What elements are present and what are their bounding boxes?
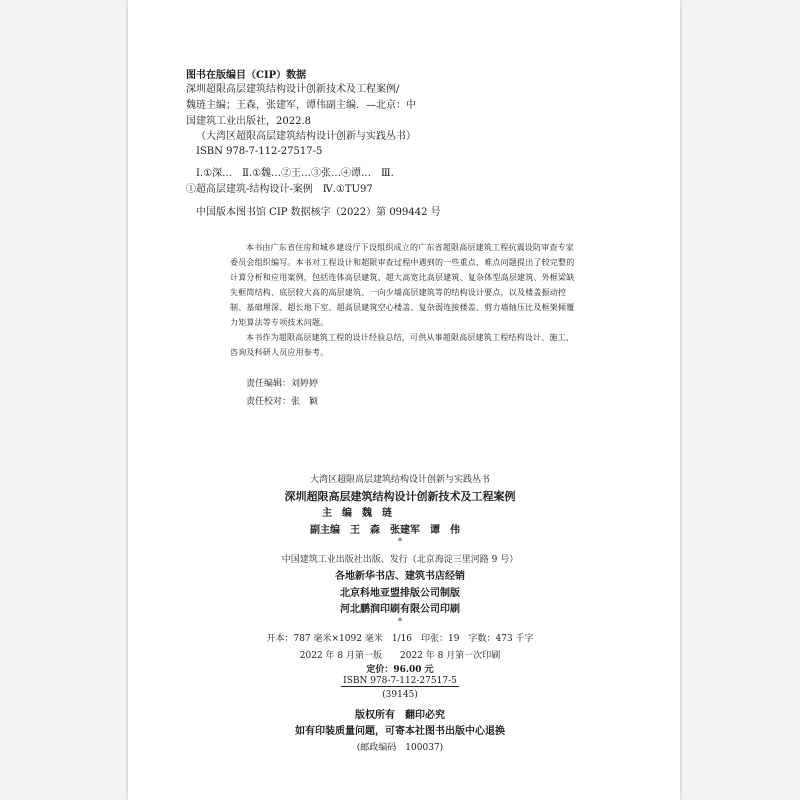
book-code: (39145) xyxy=(382,690,418,700)
cip-line-2: 魏琏主编；王森，张建军，谭伟副主编．—北京：中 xyxy=(186,100,416,111)
summary-paragraph-1: 本书由广东省住房和城乡建设厅下设组织成立的广东省超限高层建筑工程抗震设防审查专家委员会组织编写。本书对工程设计和超限审查过程中遇到的一些重点、难点问题提出了较完整的计算分析和应用案例，包括连体高层建筑、超大高宽比高层建筑、复杂体型高层建筑、外框梁缺失框筒结构、底层较大高的高层建筑、一向少墙高层建筑等的结构设计要点，以及楼盖振动控制、基础埋深、超长地下室、超高层建筑空心楼盖、复杂弱连接楼盖、剪力墙轴压比及框架倾覆力矩算法等专项技术问题。 xyxy=(230,243,575,327)
edition-line: 2022 年 8 月第一版 2022 年 8 月第一次印刷 xyxy=(299,651,501,661)
cip-line-1: 深圳超限高层建筑结构设计创新技术及工程案例/ xyxy=(186,84,400,95)
separator-star-2: * xyxy=(398,617,402,626)
deputy-editors: 副主编 王 森 张建军 谭 伟 xyxy=(310,525,460,536)
quality-notice: 如有印装质量问题，可寄本社图书出版中心退换 xyxy=(295,726,505,737)
responsible-proofreader: 责任校对：张 颖 xyxy=(246,397,319,407)
postcode-line: (邮政编码 100037) xyxy=(356,743,444,753)
isbn-line xyxy=(200,676,600,687)
publisher-line: 中国建筑工业出版社出版、发行（北京海淀三里河路 9 号） xyxy=(281,555,519,565)
distribution-line: 各地新华书店、建筑书店经销 xyxy=(335,571,465,582)
printing-line: 河北鹏润印刷有限公司印刷 xyxy=(340,604,460,615)
cip-classification-1: Ⅰ.①深… Ⅱ.①魏…②王…③张…④谭… Ⅲ. xyxy=(196,168,394,179)
summary-paragraph-2: 本书作为超限高层建筑工程的设计经验总结，可供从事超限高层建筑工程结构设计、施工、咨询及科研人员应用参考。 xyxy=(230,333,574,357)
cip-line-3: 国建筑工业出版社，2022.8 xyxy=(186,116,311,127)
chief-editor: 主 编 魏 琏 xyxy=(322,508,392,519)
cip-classification-2: ①超高层建筑-结构设计-案例 Ⅳ.①TU97 xyxy=(186,184,373,195)
cip-isbn: ISBN 978-7-112-27517-5 xyxy=(196,146,323,157)
copyright-line: 版权所有 翻印必究 xyxy=(355,710,445,721)
book-title: 深圳超限高层建筑结构设计创新技术及工程案例 xyxy=(284,490,516,503)
isbn: ISBN 978-7-112-27517-5 xyxy=(343,676,457,686)
format-line: 开本：787 毫米×1092 毫米 1/16 印张：19 字数：473 千字 xyxy=(266,634,534,644)
separator-star-1: * xyxy=(398,537,402,546)
cip-title: 图书在版编目（CIP）数据 xyxy=(186,70,307,81)
responsible-editor: 责任编辑：刘婷婷 xyxy=(246,379,319,389)
cip-line-4: （大湾区超限高层建筑结构设计创新与实践丛书） xyxy=(196,131,416,142)
typesetting-line: 北京科地亚盟排版公司制版 xyxy=(340,588,460,599)
book-summary xyxy=(230,240,582,360)
cip-record-number: 中国版本图书馆 CIP 数据核字（2022）第 099442 号 xyxy=(196,207,441,218)
price-line: 定价：96.00 元 xyxy=(366,665,434,675)
series-name: 大湾区超限高层建筑结构设计创新与实践丛书 xyxy=(309,475,490,485)
